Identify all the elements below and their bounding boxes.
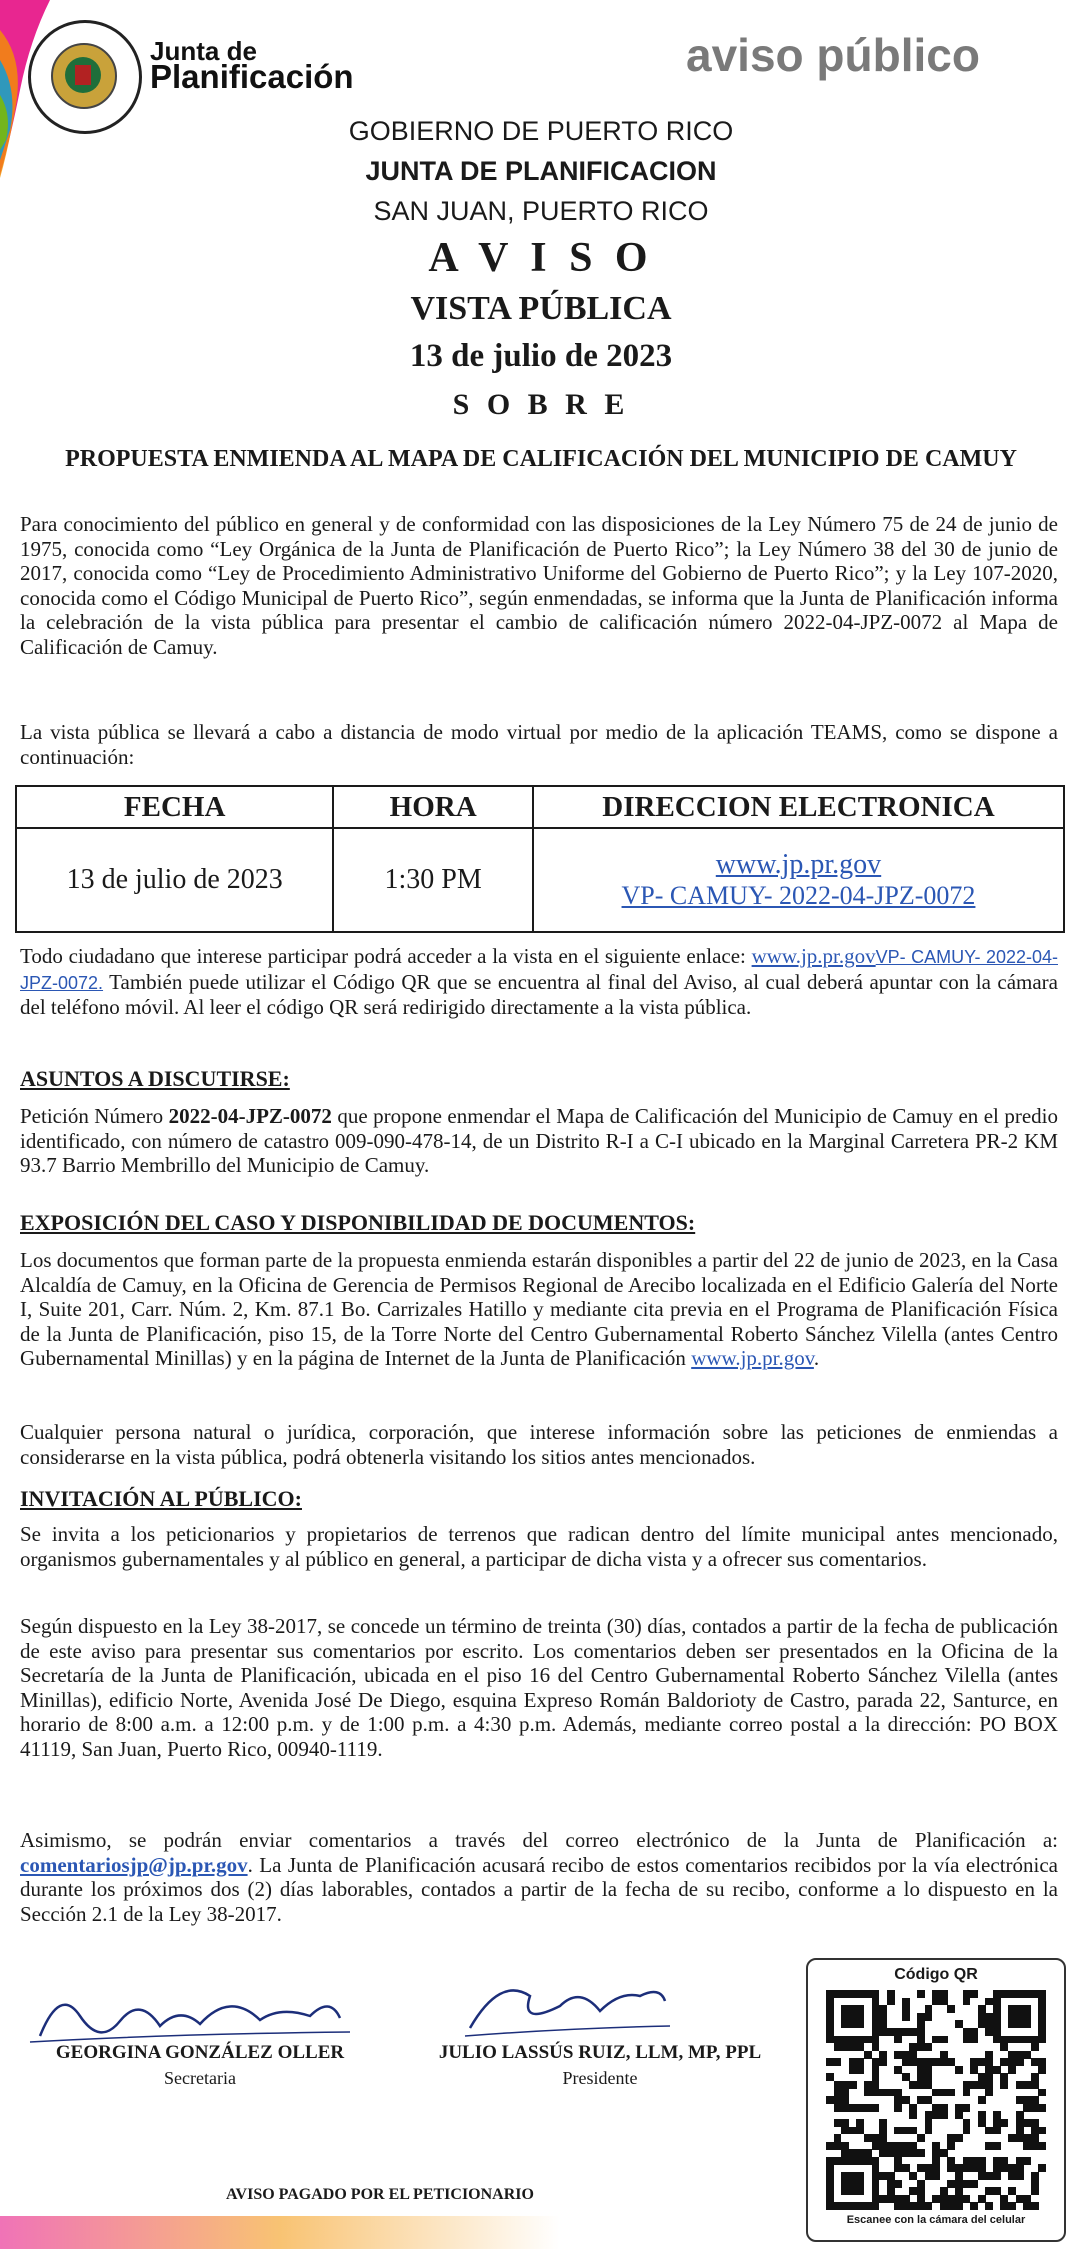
access-vp-link[interactable]: VP- CAMUY- 2022-04-JPZ-0072. bbox=[20, 947, 1058, 993]
exposicion-url-link[interactable]: www.jp.pr.gov bbox=[691, 1346, 814, 1370]
qr-module bbox=[1008, 2066, 1016, 2074]
qr-module bbox=[955, 2066, 963, 2074]
signer-name-1: GEORGINA GONZÁLEZ OLLER bbox=[55, 2042, 345, 2063]
qr-module bbox=[970, 2036, 978, 2044]
cell-direccion bbox=[533, 828, 1064, 932]
qr-module bbox=[925, 2013, 933, 2021]
sobre-title: S O B R E bbox=[452, 388, 630, 421]
qr-module bbox=[970, 1990, 978, 1998]
schedule-url-link[interactable]: www.jp.pr.gov bbox=[715, 849, 882, 880]
col-header-hora: HORA bbox=[333, 786, 533, 828]
exposicion-heading: EXPOSICIÓN DEL CASO Y DISPONIBILIDAD DE DOCUMENTOS: bbox=[20, 1210, 696, 1235]
qr-module bbox=[993, 2172, 1001, 2180]
virtual-paragraph: La vista pública se llevará a cabo a distancia de modo virtual por medio de la aplicación TEAMS, como se dispone a continuación: bbox=[20, 720, 1058, 769]
qr-module bbox=[963, 2104, 971, 2112]
asuntos-text-1: Petición Número bbox=[20, 1104, 169, 1128]
invitacion-text-3a: Asimismo, se podrán enviar comentarios a través del correo electrónico de la Junta de Planificación a: bbox=[20, 1828, 1058, 1852]
qr-module bbox=[932, 2172, 940, 2180]
vista-title: VISTA PÚBLICA bbox=[410, 290, 672, 327]
qr-module bbox=[963, 2089, 971, 2097]
access-url-link[interactable]: www.jp.pr.gov bbox=[751, 944, 876, 968]
access-text-2: También puede utilizar el Código QR que se encuentra al final del Aviso, al cual deberá apuntar con la cámara del teléfono móvil. Al leer el código QR será redirigido directamente a la vista pública. bbox=[20, 969, 1058, 1019]
petition-number: 2022-04-JPZ-0072 bbox=[168, 1104, 332, 1128]
qr-module bbox=[917, 2134, 925, 2142]
signature-lassus bbox=[450, 1966, 680, 2046]
qr-module bbox=[879, 2058, 887, 2066]
subject-title: PROPUESTA ENMIENDA AL MAPA DE CALIFICACIÓN DEL MUNICIPIO DE CAMUY bbox=[65, 446, 1017, 472]
qr-module bbox=[947, 2005, 955, 2013]
qr-module bbox=[1016, 2058, 1024, 2066]
qr-module bbox=[1008, 2202, 1016, 2210]
col-header-fecha: FECHA bbox=[16, 786, 333, 828]
qr-module bbox=[856, 2020, 864, 2028]
qr-module bbox=[947, 2142, 955, 2150]
qr-module bbox=[849, 2081, 857, 2089]
qr-caption: Escanee con la cámara del celular bbox=[846, 2214, 1026, 2226]
qr-module bbox=[1031, 2187, 1039, 2195]
qr-module bbox=[1038, 2066, 1046, 2074]
qr-module bbox=[925, 2127, 933, 2135]
qr-module bbox=[856, 2187, 864, 2195]
exposicion-paragraph bbox=[20, 1248, 1058, 1371]
qr-module bbox=[985, 2089, 993, 2097]
qr-module bbox=[978, 2096, 986, 2104]
qr-module bbox=[1016, 2172, 1024, 2180]
schedule-vp-link[interactable]: VP- CAMUY- 2022-04-JPZ-0072 bbox=[621, 881, 976, 910]
qr-module bbox=[856, 2066, 864, 2074]
qr-module bbox=[925, 2043, 933, 2051]
qr-module bbox=[1038, 2089, 1046, 2097]
cell-hora: 1:30 PM bbox=[333, 828, 533, 932]
logo-text-line1: Junta de bbox=[150, 36, 257, 66]
qr-module bbox=[909, 2111, 917, 2119]
qr-module bbox=[1031, 2202, 1039, 2210]
qr-module bbox=[947, 2089, 955, 2097]
qr-module bbox=[993, 2142, 1001, 2150]
qr-module bbox=[940, 2036, 948, 2044]
exposicion-text-1: Los documentos que forman parte de la propuesta enmienda estarán disponibles a partir del 22 de junio de 2023, en la Casa Alcaldía de Camuy, en la Oficina de Gerencia de Permisos Regional de Arecibo localizada en el Edificio Galería del Norte I, Suite 201, Carr. Núm. 2, Km. 87.1 Bo. Carrizales Hatillo y mediante cita previa en el Programa de Planificación Física de la Junta de Planificación, piso 15, de la Torre Norte del Centro Gubernamental Roberto Sánchez Vilella (antes Centro Gubernamental Minillas) y en la página de Internet de la Junta de Planificación bbox=[20, 1248, 1058, 1370]
qr-module bbox=[887, 1998, 895, 2006]
qr-module bbox=[917, 1990, 925, 1998]
qr-module bbox=[940, 2111, 948, 2119]
intro-paragraph: Para conocimiento del público en general y de conformidad con las disposiciones de la Ley Número 75 de 24 de junio de 1975, conocida como “Ley Orgánica de la Junta de Planificación de Puerto Rico”; la Ley Número 38 del 30 de junio de 2017, conocida como “Ley de Procedimiento Administrativo Uniforme del Gobierno de Puerto Rico”; y la Ley 107-2020, conocida como el Código Municipal de Puerto Rico”, según enmendadas, se informa que la Junta de Planificación informa la celebración de la vista pública para presentar el cambio de calificación número 2022-04-JPZ-0072 al Mapa de Calificación de Camuy. bbox=[20, 512, 1058, 659]
qr-module bbox=[955, 2134, 963, 2142]
qr-module bbox=[1023, 2020, 1031, 2028]
city-title: SAN JUAN, PUERTO RICO bbox=[373, 196, 709, 226]
signer-name-2: JULIO LASSÚS RUIZ, LLM, MP, PPL bbox=[438, 2042, 762, 2063]
cell-fecha: 13 de julio de 2023 bbox=[16, 828, 333, 932]
signer-role-1: Secretaria bbox=[164, 2068, 236, 2088]
signer-role-2: Presidente bbox=[562, 2068, 638, 2088]
qr-module bbox=[894, 2180, 902, 2188]
aviso-publico-label: aviso público bbox=[686, 29, 980, 81]
col-header-direccion: DIRECCION ELECTRONICA bbox=[533, 786, 1064, 828]
aviso-title: A V I S O bbox=[428, 235, 654, 281]
agency-title: JUNTA DE PLANIFICACION bbox=[365, 156, 717, 186]
qr-module bbox=[894, 2036, 902, 2044]
access-text-1: Todo ciudadano que interese participar podrá acceder a la vista en el siguiente enlace: bbox=[20, 944, 752, 968]
qr-module bbox=[1031, 2043, 1039, 2051]
qr-module bbox=[1023, 2157, 1031, 2165]
exposicion-text-end: . bbox=[813, 1346, 820, 1370]
date-title: 13 de julio de 2023 bbox=[409, 338, 673, 374]
qr-module bbox=[1038, 2142, 1046, 2150]
qr-module bbox=[1038, 2164, 1046, 2172]
invitacion-paragraph-1: Se invita a los peticionarios y propietarios de terrenos que radican dentro del límite municipal antes mencionado, organismos gubernamentales y al público en general, a participar de dicha vista y a ofrecer sus comentarios. bbox=[20, 1522, 1058, 1571]
invitacion-paragraph-3 bbox=[20, 1828, 1058, 1926]
qr-module bbox=[963, 2127, 971, 2135]
qr-module bbox=[902, 2013, 910, 2021]
footer-color-band bbox=[0, 2216, 800, 2249]
qr-module bbox=[1000, 2081, 1008, 2089]
exposicion-paragraph-2: Cualquier persona natural o jurídica, corporación, que interese información sobre las peticiones de enmiendas a considerarse en la vista pública, podrá obtenerla visitando los sitios antes mencionados. bbox=[20, 1420, 1058, 1469]
qr-module bbox=[925, 2202, 933, 2210]
qr-module bbox=[955, 2202, 963, 2210]
invitacion-heading: INVITACIÓN AL PÚBLICO: bbox=[20, 1486, 302, 1511]
email-link[interactable]: comentariosjp@jp.pr.gov bbox=[20, 1852, 248, 1877]
qr-title: Código QR bbox=[894, 1966, 978, 1983]
qr-module bbox=[970, 2180, 978, 2188]
qr-module bbox=[970, 2202, 978, 2210]
qr-module bbox=[872, 2202, 880, 2210]
asuntos-text-2: que propone enmendar el Mapa de Calificación del Municipio de Camuy en el predio identificado, con número de catastro 009-090-478-14, de un Distrito R-I a C-I ubicado en la Marginal Carretera PR-2 KM 93.7 Barrio Membrillo del Municipio de Camuy. bbox=[20, 1104, 1058, 1177]
qr-module bbox=[985, 2202, 993, 2210]
gov-title: GOBIERNO DE PUERTO RICO bbox=[348, 116, 734, 146]
qr-module bbox=[1038, 2104, 1046, 2112]
footer-paid-notice: AVISO PAGADO POR EL PETICIONARIO bbox=[226, 2186, 534, 2203]
qr-module bbox=[894, 2104, 902, 2112]
qr-module bbox=[1038, 2036, 1046, 2044]
invitacion-text-3b: . La Junta de Planificación acusará recibo de estos comentarios recibidos por la vía electrónica durante los próximos dos (2) días laborables, contados a partir de la fecha de su recibo, conforme a lo dispuesto en la Sección 2.1 de la Ley 38-2017. bbox=[20, 1852, 1058, 1926]
qr-module bbox=[1038, 2127, 1046, 2135]
qr-code-icon[interactable] bbox=[826, 1990, 1046, 2210]
asuntos-heading: ASUNTOS A DISCUTIRSE: bbox=[20, 1066, 290, 1091]
qr-module bbox=[1000, 2119, 1008, 2127]
schedule-table bbox=[15, 785, 1065, 933]
qr-module bbox=[993, 2127, 1001, 2135]
invitacion-paragraph-2: Según dispuesto en la Ley 38-2017, se concede un término de treinta (30) días, contados a partir de la fecha de publicación de este aviso para presentar sus comentarios por escrito. Los comentarios deben ser presentados en la Oficina de la Secretaría de la Junta de Planificación, ubicada en el piso 16 del Centro Gubernamental Roberto Sánchez Vilella (antes Minillas), edificio Norte, Avenida José De Diego, esquina Expreso Román Baldorioty de Castro, parada 22, Santurce, en horario de 8:00 a.m. a 12:00 p.m. y de 1:00 p.m. a 4:30 p.m. Además, mediante correo postal a la dirección: PO BOX 41119, San Juan, Puerto Rico, 00940-1119. bbox=[20, 1614, 1058, 1761]
qr-module bbox=[834, 2058, 842, 2066]
asuntos-paragraph bbox=[20, 1104, 1058, 1178]
logo-text-line2: Planificación bbox=[150, 58, 354, 95]
qr-module bbox=[963, 1998, 971, 2006]
qr-box bbox=[806, 1958, 1066, 2242]
qr-module bbox=[917, 2149, 925, 2157]
access-paragraph bbox=[20, 944, 1058, 1020]
qr-module bbox=[872, 2104, 880, 2112]
